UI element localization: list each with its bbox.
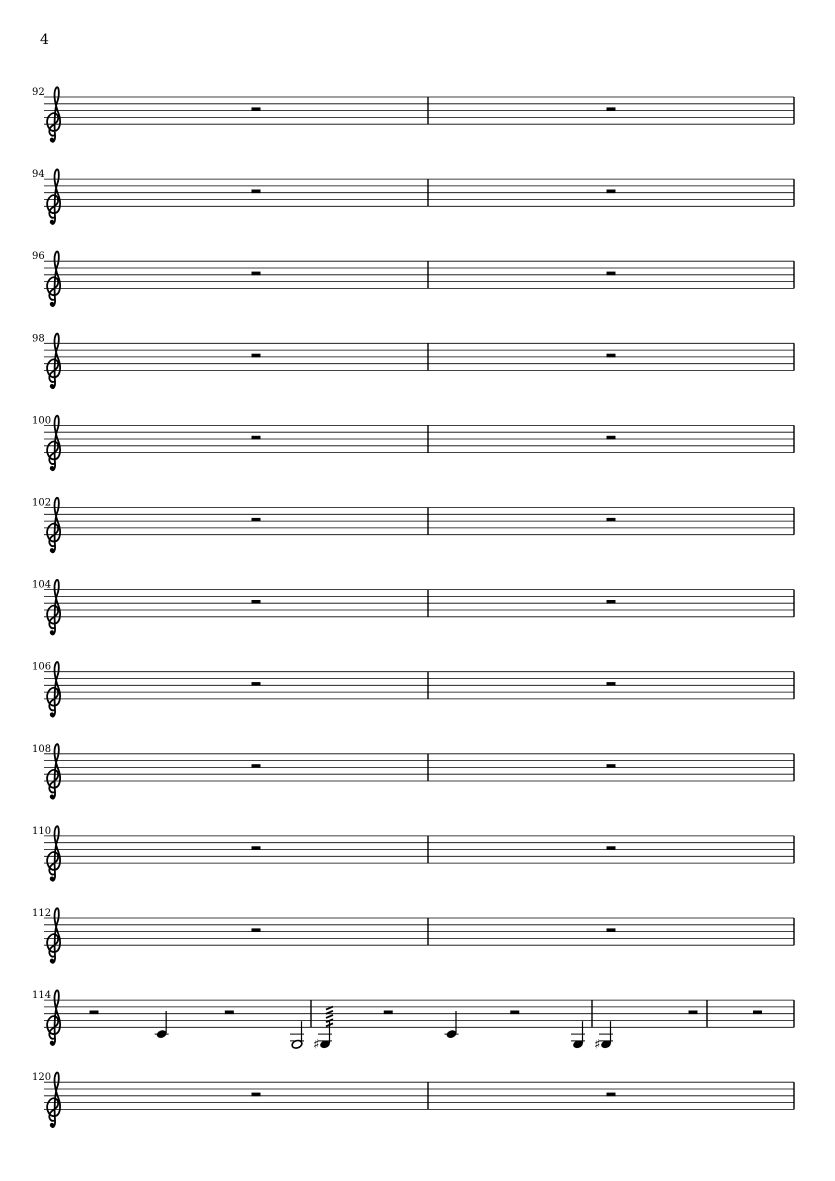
rest-mark [252,354,261,358]
page-number: 4 [40,32,49,48]
measure-number: 114 [32,990,52,1002]
staff-system [32,251,794,306]
rest-mark [252,190,261,194]
staff-system [32,87,794,142]
rest-mark [607,682,616,686]
treble-clef-icon [50,384,54,388]
measure-number: 110 [32,825,52,837]
rest-mark [252,846,261,850]
treble-clef-icon [50,220,54,224]
treble-clef-icon [50,138,54,142]
rest-mark [607,354,616,358]
measure-number: 96 [32,251,45,263]
rest-mark [90,1011,99,1015]
treble-clef-icon [47,87,60,142]
measure-number: 94 [32,169,45,181]
treble-clef-icon [47,169,60,224]
treble-clef-icon [47,334,60,389]
staff-system [32,580,794,635]
rest-mark [753,1011,762,1015]
rest-mark [607,190,616,194]
rest-mark [252,600,261,604]
measure-number: 102 [32,497,52,509]
rest-mark [384,1011,393,1015]
sharp-accidental: ♯ [313,1037,320,1053]
measure-number: 112 [32,908,52,919]
treble-clef-icon [50,630,54,634]
rest-mark [689,1011,698,1015]
measure-number: 120 [32,1072,52,1084]
rest-mark [607,928,616,932]
treble-clef-icon [50,548,54,552]
rest-mark [252,682,261,686]
treble-clef-icon [50,302,54,306]
staff-system [32,744,794,799]
treble-clef-icon [50,877,54,881]
rest-mark [510,1011,519,1015]
measure-number: 100 [32,415,52,427]
treble-clef-icon [50,1041,54,1045]
sharp-accidental: ♯ [594,1037,601,1053]
treble-clef-icon [50,712,54,716]
rest-mark [607,600,616,604]
rest-mark [607,764,616,768]
staff-system [32,1072,794,1127]
rest-mark [607,107,616,111]
rest-mark [607,1093,616,1097]
rest-mark [252,764,261,768]
staff-system [32,908,794,963]
measure-number: 108 [32,743,52,755]
rest-mark [607,272,616,276]
measure-number: 92 [32,87,45,98]
treble-clef-icon [50,1123,54,1127]
staff-system [32,662,794,717]
rest-mark [252,107,261,111]
treble-clef-icon [50,466,54,470]
rest-mark [252,518,261,522]
staff-system [32,498,794,553]
rest-mark [252,1093,261,1097]
measure-number: 104 [32,579,52,591]
treble-clef-icon [50,794,54,798]
rest-mark [607,436,616,440]
rest-mark [252,928,261,932]
staff-system [32,415,794,470]
tremolo-slash [326,1015,333,1018]
rest-mark [252,272,261,276]
staff-system [32,826,794,881]
rest-mark [607,846,616,850]
staff-system [32,990,794,1052]
measure-number: 98 [32,333,45,345]
treble-clef-icon [50,959,54,963]
rest-mark [607,518,616,522]
treble-clef-icon [47,251,60,306]
rest-mark [225,1011,234,1015]
staff-system [32,169,794,224]
rest-mark [252,436,261,440]
staff-system [32,333,794,388]
measure-number: 106 [32,661,52,673]
